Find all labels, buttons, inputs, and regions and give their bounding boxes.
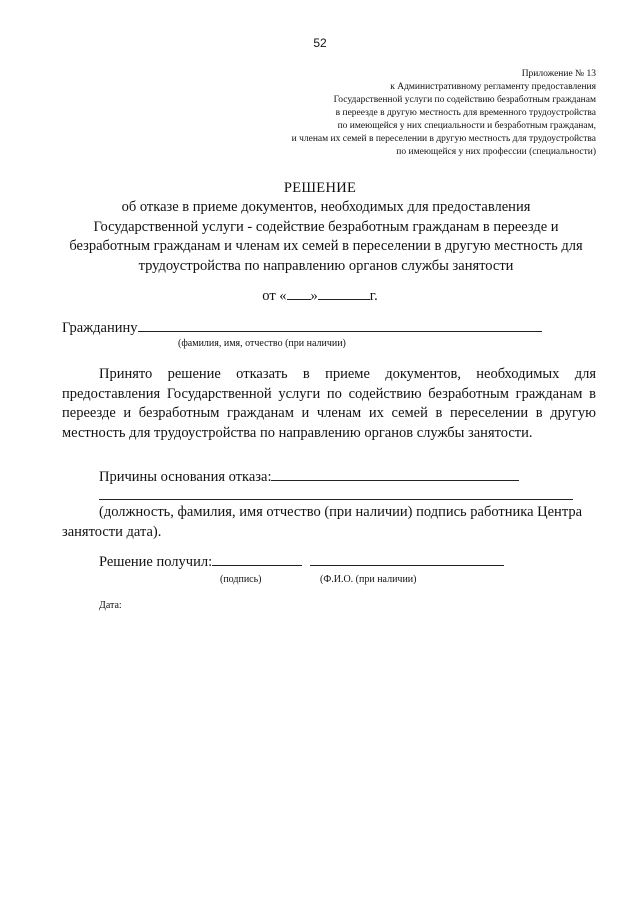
citizen-caption: (фамилия, имя, отчество (при наличии) bbox=[178, 338, 346, 349]
subtitle-line: трудоустройства по направлению органов службы занятости bbox=[138, 257, 514, 274]
subtitle-line: об отказе в приеме документов, необходимых для предоставления bbox=[121, 199, 531, 215]
document-title: РЕШЕНИЕ bbox=[283, 180, 357, 196]
citizen-label: Гражданину bbox=[62, 320, 138, 336]
signature-blank bbox=[212, 565, 302, 566]
signature-caption: (подпись) bbox=[220, 574, 262, 585]
appendix-line: Приложение № 13 bbox=[521, 69, 596, 79]
appendix-line: по имеющейся у них специальности и безработным гражданам, bbox=[337, 121, 596, 131]
appendix-line: к Административному регламенту предоставления bbox=[390, 82, 596, 92]
decision-paragraph bbox=[62, 365, 596, 443]
decision-line: Принято решение отказать в приеме документов, необходимых для bbox=[99, 366, 596, 382]
document-subtitle bbox=[56, 198, 596, 276]
appendix-line: и членам их семей в переселении в другую местность для трудоустройства bbox=[291, 134, 596, 144]
reasons-blank-line bbox=[99, 499, 573, 500]
received-label: Решение получил: bbox=[99, 554, 213, 570]
appendix-line: Государственной услуги по содействию безработным гражданам bbox=[333, 95, 596, 105]
date-suffix: г. bbox=[369, 288, 378, 304]
position-caption-line: занятости дата). bbox=[62, 523, 162, 540]
date-middle: » bbox=[310, 288, 318, 304]
decision-date-line bbox=[0, 288, 640, 305]
name-blank bbox=[310, 565, 504, 566]
appendix-line: по имеющейся у них профессии (специальности) bbox=[396, 147, 596, 157]
reasons-label: Причины основания отказа: bbox=[99, 469, 272, 485]
date-label: Дата: bbox=[99, 600, 122, 611]
month-blank bbox=[318, 299, 370, 300]
date-prefix: от « bbox=[262, 288, 287, 304]
name-caption: (Ф.И.О. (при наличии) bbox=[320, 574, 417, 585]
day-blank bbox=[287, 299, 311, 300]
received-line bbox=[99, 554, 504, 571]
subtitle-line: Государственной услуги - содействие безработным гражданам в переезде и bbox=[93, 218, 559, 235]
position-caption bbox=[62, 503, 596, 542]
decision-line: предоставления Государственной услуги по содействию безработным гражданам в bbox=[62, 385, 596, 402]
decision-line: переезде и безработным гражданам и членам их семей в переселении в другую bbox=[62, 405, 596, 421]
reasons-blank-inline bbox=[271, 480, 519, 481]
appendix-line: в переезде в другую местность для временного трудоустройства bbox=[335, 108, 596, 118]
subtitle-line: безработным гражданам и членам их семей в переселении в другую местность для bbox=[69, 238, 583, 254]
appendix-block bbox=[196, 68, 596, 159]
decision-line: местность для трудоустройства по направлению органов службы занятости. bbox=[62, 424, 533, 441]
reasons-line bbox=[99, 469, 519, 486]
citizen-line bbox=[62, 320, 542, 337]
page-number: 52 bbox=[313, 36, 327, 50]
position-caption-line: (должность, фамилия, имя отчество (при наличии) подпись работника Центра bbox=[99, 504, 583, 520]
citizen-name-blank bbox=[138, 331, 542, 332]
